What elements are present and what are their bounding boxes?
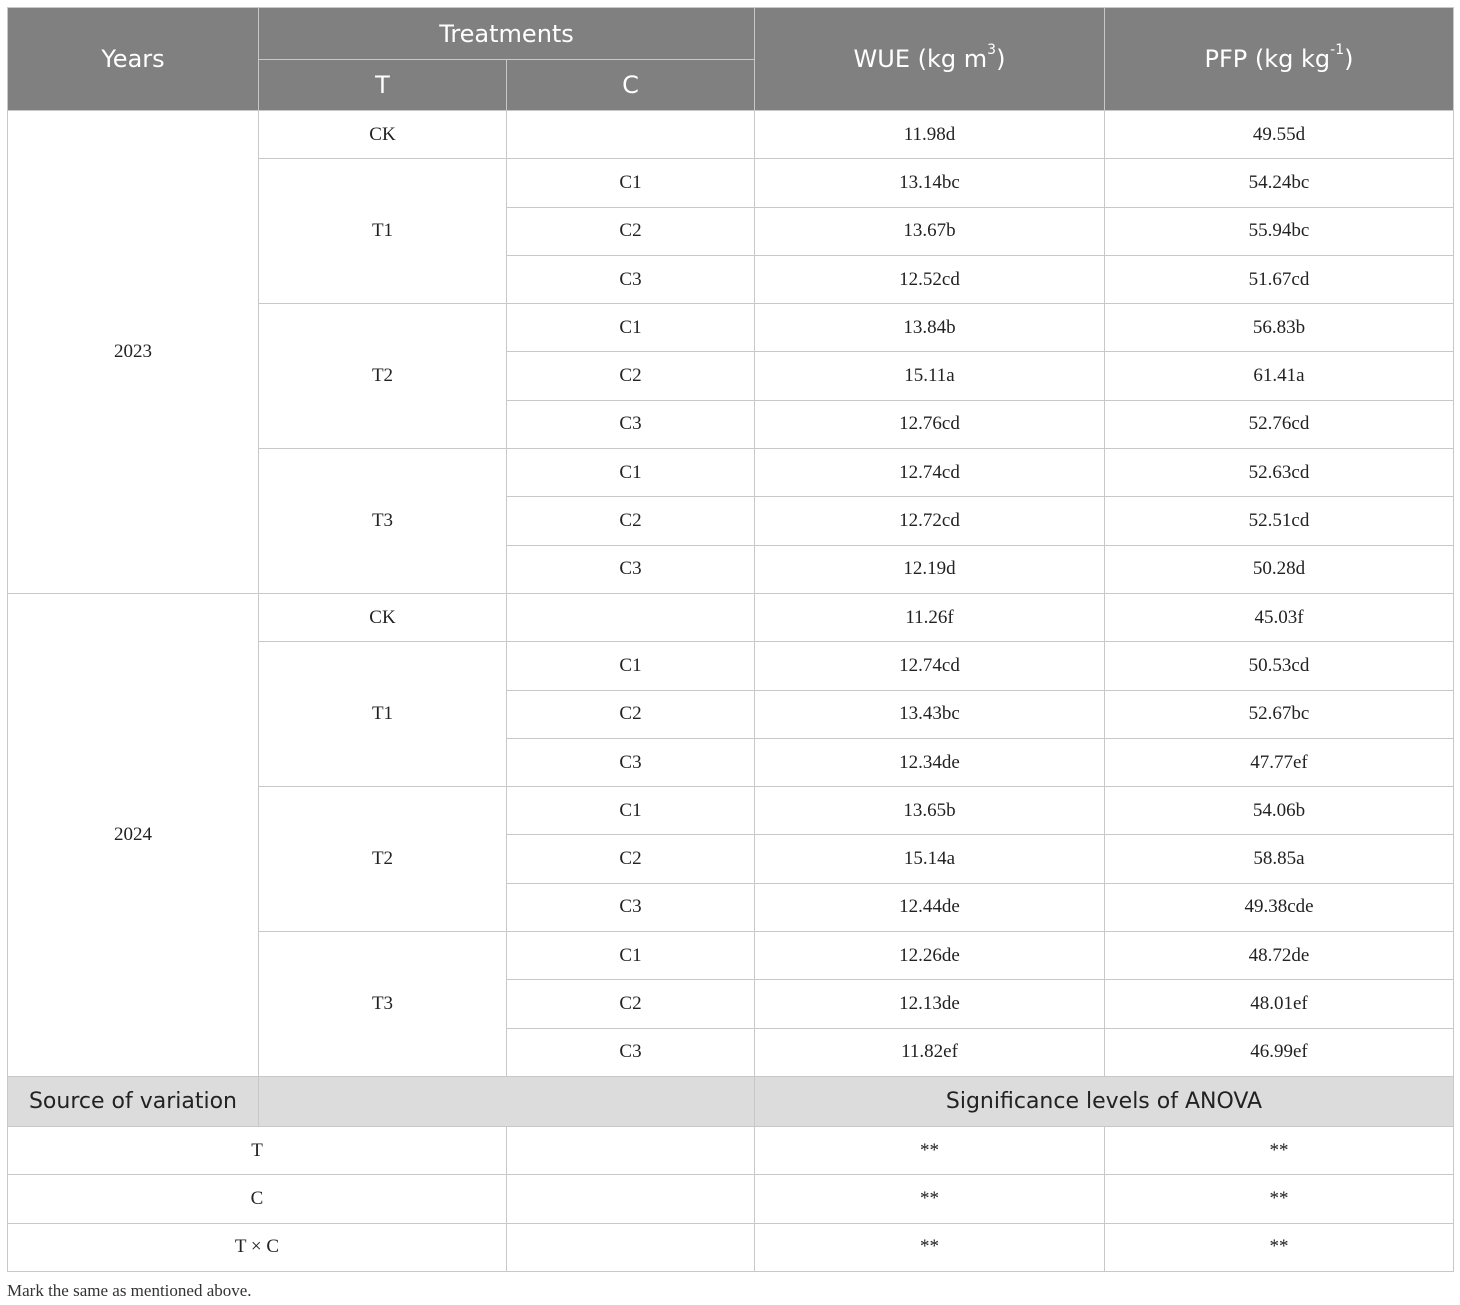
- year-cell: 2024: [8, 593, 259, 1076]
- header-wue-close: ): [996, 45, 1006, 73]
- wue-cell: 12.34de: [755, 738, 1105, 786]
- treatment-c-cell: C2: [507, 352, 755, 400]
- wue-cell: 12.26de: [755, 932, 1105, 980]
- treatment-c-cell: C1: [507, 159, 755, 207]
- wue-cell: 13.43bc: [755, 690, 1105, 738]
- anova-pfp-cell: **: [1105, 1175, 1454, 1223]
- pfp-cell: 54.06b: [1105, 787, 1454, 835]
- wue-cell: 13.65b: [755, 787, 1105, 835]
- treatment-t-cell: T2: [259, 787, 507, 932]
- header-pfp-close: ): [1344, 45, 1354, 73]
- treatment-t-cell: T3: [259, 932, 507, 1077]
- anova-source-cell: T × C: [8, 1223, 507, 1271]
- pfp-cell: 52.51cd: [1105, 497, 1454, 545]
- pfp-cell: 52.76cd: [1105, 400, 1454, 448]
- treatment-c-cell: [507, 111, 755, 159]
- pfp-cell: 49.55d: [1105, 111, 1454, 159]
- treatment-c-cell: C1: [507, 449, 755, 497]
- header-wue-sup: 3: [987, 42, 997, 58]
- anova-source-cell: C: [8, 1175, 507, 1223]
- table-header: [8, 8, 1454, 111]
- treatment-c-cell: C3: [507, 400, 755, 448]
- treatment-t-cell: T1: [259, 159, 507, 304]
- pfp-cell: 49.38cde: [1105, 883, 1454, 931]
- wue-cell: 13.67b: [755, 207, 1105, 255]
- wue-cell: 12.44de: [755, 883, 1105, 931]
- pfp-cell: 61.41a: [1105, 352, 1454, 400]
- treatment-c-cell: C1: [507, 787, 755, 835]
- anova-source-cell: T: [8, 1126, 507, 1174]
- treatment-c-cell: C3: [507, 255, 755, 303]
- treatment-c-cell: C2: [507, 980, 755, 1028]
- header-c: C: [507, 60, 755, 111]
- wue-cell: 12.19d: [755, 545, 1105, 593]
- wue-cell: 15.14a: [755, 835, 1105, 883]
- treatment-c-cell: C3: [507, 1028, 755, 1076]
- header-t: T: [259, 60, 507, 111]
- anova-row: [8, 1223, 1454, 1271]
- pfp-cell: 47.77ef: [1105, 738, 1454, 786]
- treatment-c-cell: C1: [507, 932, 755, 980]
- wue-cell: 11.82ef: [755, 1028, 1105, 1076]
- header-wue-label: WUE (kg m: [853, 45, 988, 73]
- anova-wue-cell: **: [755, 1175, 1105, 1223]
- wue-cell: 12.52cd: [755, 255, 1105, 303]
- header-pfp: [1105, 8, 1454, 111]
- table-row: [8, 593, 1454, 641]
- anova-row: [8, 1175, 1454, 1223]
- anova-wue-cell: **: [755, 1223, 1105, 1271]
- data-table: [7, 7, 1454, 1272]
- wue-cell: 12.72cd: [755, 497, 1105, 545]
- pfp-cell: 58.85a: [1105, 835, 1454, 883]
- year-cell: 2023: [8, 111, 259, 594]
- anova-row: [8, 1126, 1454, 1174]
- treatment-c-cell: C2: [507, 207, 755, 255]
- pfp-cell: 46.99ef: [1105, 1028, 1454, 1076]
- pfp-cell: 50.53cd: [1105, 642, 1454, 690]
- anova-wue-cell: **: [755, 1126, 1105, 1174]
- treatment-t-cell: CK: [259, 593, 507, 641]
- pfp-cell: 48.01ef: [1105, 980, 1454, 1028]
- wue-cell: 12.76cd: [755, 400, 1105, 448]
- pfp-cell: 52.67bc: [1105, 690, 1454, 738]
- treatment-c-cell: C2: [507, 497, 755, 545]
- anova-pfp-cell: **: [1105, 1126, 1454, 1174]
- header-pfp-sup: -1: [1330, 42, 1345, 58]
- pfp-cell: 55.94bc: [1105, 207, 1454, 255]
- header-wue: [755, 8, 1105, 111]
- anova-header-row: [8, 1076, 1454, 1126]
- pfp-cell: 56.83b: [1105, 304, 1454, 352]
- anova-source-label: Source of variation: [8, 1076, 259, 1126]
- treatment-t-cell: T1: [259, 642, 507, 787]
- wue-cell: 11.98d: [755, 111, 1105, 159]
- header-pfp-label: PFP (kg kg: [1204, 45, 1331, 73]
- treatment-t-cell: T2: [259, 304, 507, 449]
- anova-blank-cell: [507, 1175, 755, 1223]
- table-row: [8, 111, 1454, 159]
- wue-cell: 12.13de: [755, 980, 1105, 1028]
- header-treatments: Treatments: [259, 8, 755, 60]
- pfp-cell: 51.67cd: [1105, 255, 1454, 303]
- treatment-t-cell: CK: [259, 111, 507, 159]
- treatment-c-cell: C3: [507, 738, 755, 786]
- pfp-cell: 50.28d: [1105, 545, 1454, 593]
- treatment-c-cell: C2: [507, 835, 755, 883]
- wue-cell: 13.84b: [755, 304, 1105, 352]
- wue-cell: 11.26f: [755, 593, 1105, 641]
- treatment-c-cell: C2: [507, 690, 755, 738]
- anova-blank-cell: [507, 1126, 755, 1174]
- pfp-cell: 52.63cd: [1105, 449, 1454, 497]
- pfp-cell: 45.03f: [1105, 593, 1454, 641]
- treatment-c-cell: C3: [507, 545, 755, 593]
- wue-cell: 12.74cd: [755, 642, 1105, 690]
- footnote: Mark the same as mentioned above.: [7, 1281, 252, 1300]
- anova-blank-cell: [507, 1223, 755, 1271]
- anova-significance-label: Significance levels of ANOVA: [755, 1076, 1454, 1126]
- treatment-c-cell: C3: [507, 883, 755, 931]
- treatment-t-cell: T3: [259, 449, 507, 594]
- table-body: [8, 111, 1454, 1272]
- wue-cell: 12.74cd: [755, 449, 1105, 497]
- treatment-c-cell: [507, 593, 755, 641]
- treatment-c-cell: C1: [507, 642, 755, 690]
- pfp-cell: 54.24bc: [1105, 159, 1454, 207]
- wue-cell: 15.11a: [755, 352, 1105, 400]
- header-years: Years: [8, 8, 259, 111]
- anova-pfp-cell: **: [1105, 1223, 1454, 1271]
- pfp-cell: 48.72de: [1105, 932, 1454, 980]
- anova-blank-cell: [259, 1076, 755, 1126]
- wue-cell: 13.14bc: [755, 159, 1105, 207]
- treatment-c-cell: C1: [507, 304, 755, 352]
